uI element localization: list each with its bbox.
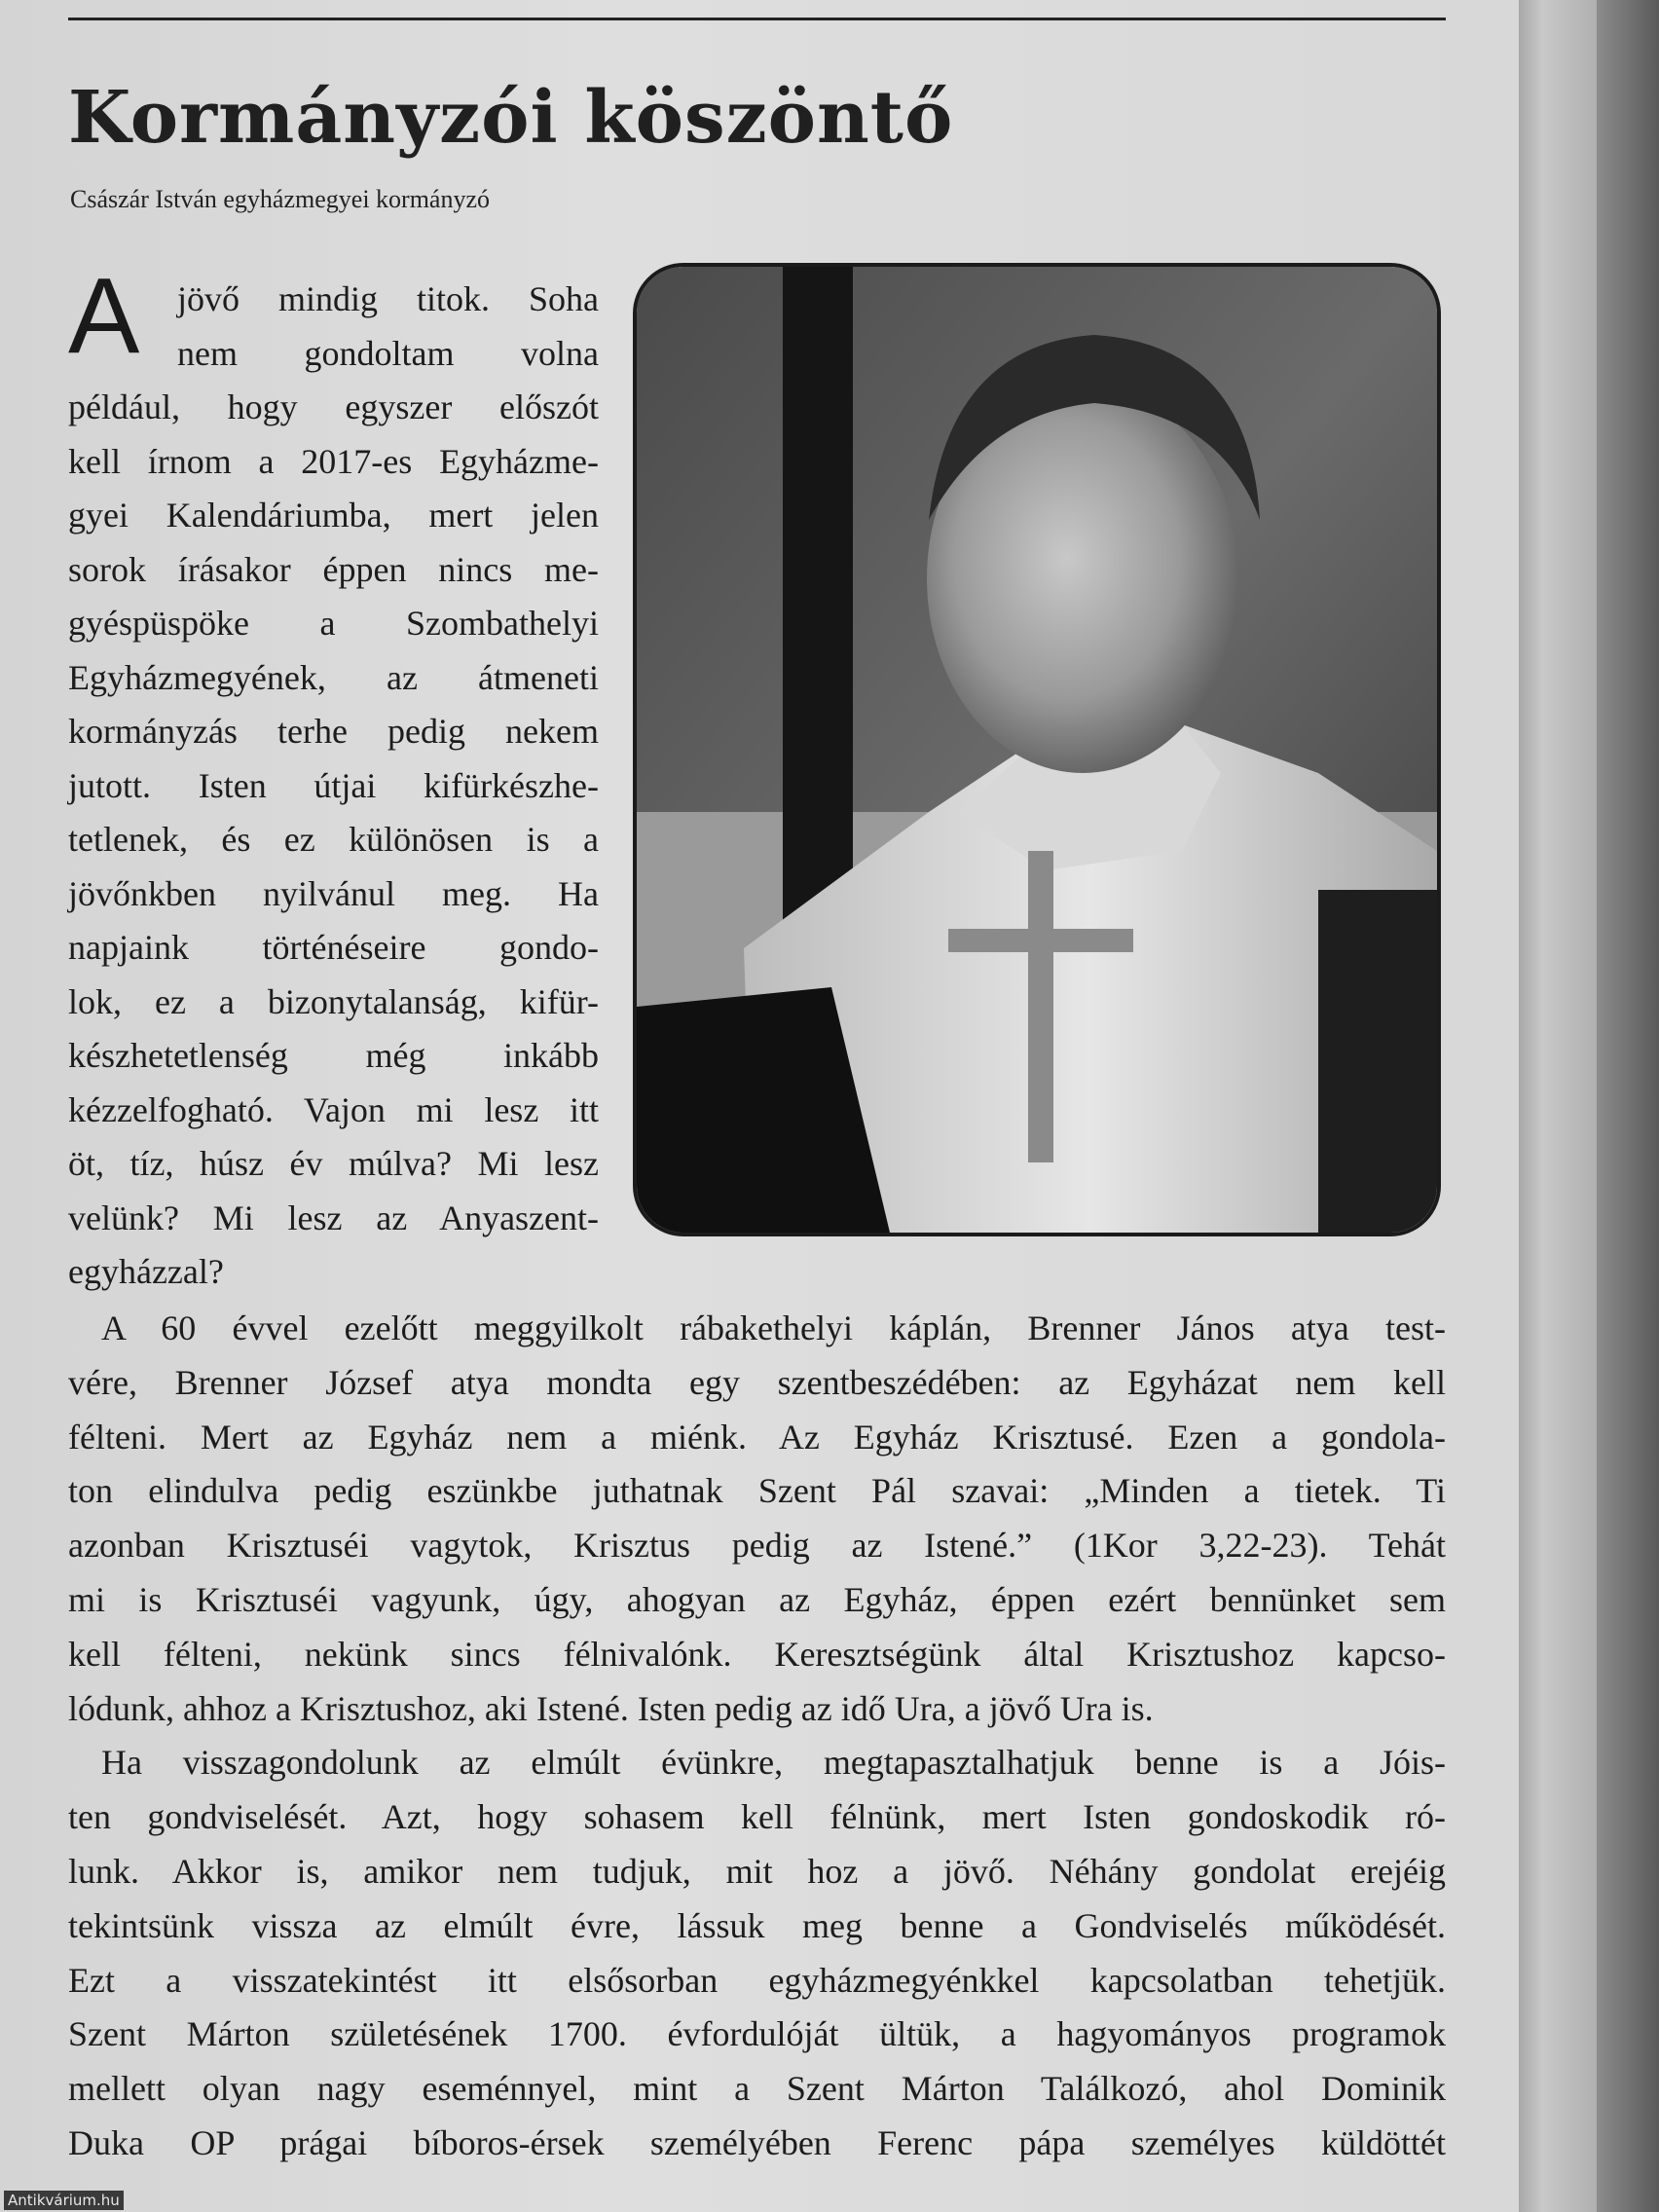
lead-line: egyházzal? [68,1252,224,1291]
article-title: Kormányzói köszöntő [68,76,954,160]
watermark: Antikvárium.hu [4,2191,124,2210]
lead-line: nem gondoltam volna [177,333,599,373]
portrait-photo [633,263,1441,1236]
body-line: Ha visszagondolunk az elmúlt évünkre, megtapasztalhatjuk benne is a Jóis- [101,1743,1446,1783]
lead-line: jövő mindig titok. Soha [177,279,599,318]
body-line: Szent Márton születésének 1700. évfordulóját ültük, a hagyományos programok [68,2014,1446,2054]
book-gutter [1519,0,1597,2212]
background-edge [1597,0,1659,2212]
body-line: ten gondviselését. Azt, hogy sohasem kell félnünk, mert Isten gondoskodik ró- [68,1797,1446,1837]
body-line: tekintsünk vissza az elmúlt évre, lássuk meg benne a Gondviselés működését. [68,1905,1446,1945]
lead-line: kell írnom a 2017-es Egyházme- [68,441,599,481]
header-rule [68,18,1446,20]
body-paragraphs [68,1302,1446,2171]
lead-line: tetlenek, és ez különösen is a [68,820,599,859]
body-line: Duka OP prágai bíboros-érsek személyében Ferenc pápa személyes küldöttét [68,2122,1446,2162]
body-line: Ezt a visszatekintést itt elsősorban egyházmegyénkkel kapcsolatban tehetjük. [68,1960,1446,2000]
lead-line: velünk? Mi lesz az Anyaszent- [68,1198,599,1237]
body-line: lunk. Akkor is, amikor nem tudjuk, mit hoz a jövő. Néhány gondolat erejéig [68,1851,1446,1891]
lead-line: kézzelfogható. Vajon mi lesz itt [68,1089,599,1129]
body-line: mellett olyan nagy eseménnyel, mint a Szent Márton Találkozó, ahol Dominik [68,2069,1446,2109]
article-byline: Császár István egyházmegyei kormányzó [70,185,491,213]
lead-line: jövőnkben nyilvánul meg. Ha [68,873,599,913]
lead-line: gyei Kalendáriumba, mert jelen [68,496,599,535]
lead-line: napjaink történéseire gondo- [68,928,599,967]
body-line: kell félteni, nekünk sincs félnivalónk. Keresztségünk által Krisztushoz kapcso- [68,1634,1446,1674]
body-line: vére, Brenner József atya mondta egy szentbeszédében: az Egyházat nem kell [68,1362,1446,1402]
body-line: ton elindulva pedig eszünkbe juthatnak Szent Pál szavai: „Minden a tietek. Ti [68,1471,1446,1511]
lead-line: jutott. Isten útjai kifürkészhe- [68,765,599,805]
lead-line: például, hogy egyszer előszót [68,387,599,426]
body-line: mi is Krisztuséi vagyunk, úgy, ahogyan az Egyház, éppen ezért bennünket sem [68,1579,1446,1619]
lead-paragraph [68,273,599,1300]
lead-line: készhetetlenség még inkább [68,1036,599,1075]
lead-line: Egyházmegyének, az átmeneti [68,657,599,697]
body-line: azonban Krisztuséi vagytok, Krisztus pedig az Istené.” (1Kor 3,22-23). Tehát [68,1526,1446,1566]
body-line: lódunk, ahhoz a Krisztushoz, aki Istené. Isten pedig az idő Ura, a jövő Ura is. [68,1688,1154,1728]
priest-portrait-image [637,267,1437,1233]
lead-line: sorok írásakor éppen nincs me- [68,549,599,589]
lead-line: öt, tíz, húsz év múlva? Mi lesz [68,1144,599,1183]
lead-line: kormányzás terhe pedig nekem [68,712,599,751]
drop-cap: A [68,256,140,376]
lead-line: lok, ez a bizonytalanság, kifür- [68,981,599,1021]
body-line: A 60 évvel ezelőtt meggyilkolt rábakethelyi káplán, Brenner János atya test- [101,1309,1446,1347]
lead-line: gyéspüspöke a Szombathelyi [68,604,599,643]
body-line: félteni. Mert az Egyház nem a miénk. Az Egyház Krisztusé. Ezen a gondola- [68,1417,1446,1456]
